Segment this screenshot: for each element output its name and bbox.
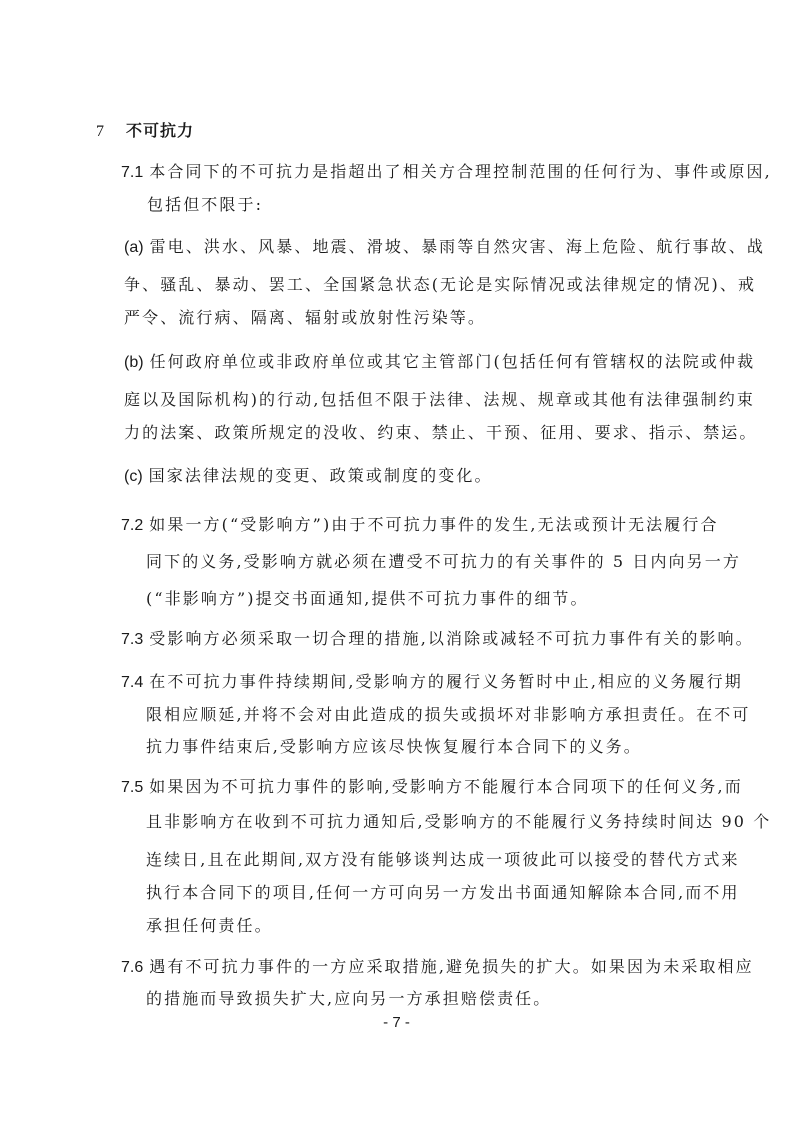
clause-text-line: (“非影响方”)提交书面通知,提供不可抗力事件的细节。: [146, 589, 589, 608]
clause-number: 7.3: [121, 631, 144, 648]
clause-text-line: 如果一方(“受影响方”)由于不可抗力事件的发生,无法或预计无法履行合: [149, 515, 719, 534]
clause-text-line: 本合同下的不可抗力是指超出了相关方合理控制范围的任何行为、事件或原因,: [149, 162, 772, 181]
section-number: 7: [96, 123, 104, 140]
clause-number: 7.6: [121, 959, 144, 976]
page-number: - 7 -: [383, 1014, 410, 1031]
section-title: 不可抗力: [126, 121, 195, 140]
clause-text-line: 承担任何责任。: [146, 916, 273, 935]
clause-text-line: 遇有不可抗力事件的一方应采取措施,避免损失的扩大。如果因为未采取相应: [149, 957, 754, 976]
clause-text-line: 限相应顺延,并将不会对由此造成的损失或损坏对非影响方承担责任。在不可: [146, 705, 751, 724]
list-item-text-line: 力的法案、政策所规定的没收、约束、禁止、干预、征用、要求、指示、禁运。: [124, 423, 758, 442]
clause-text-line: 同下的义务,受影响方就必须在遭受不可抗力的有关事件的 5 日内向另一方: [146, 552, 741, 571]
clause-text-line: 的措施而导致损失扩大,应向另一方承担赔偿责任。: [146, 989, 552, 1008]
list-item-text-line: 庭以及国际机构)的行动,包括但不限于法律、法规、规章或其他有法律强制约束: [124, 390, 755, 409]
list-item-text-line: 国家法律法规的变更、政策或制度的变化。: [148, 466, 493, 485]
clause-text-line: 且非影响方在收到不可抗力通知后,受影响方的不能履行义务持续时间达 90 个: [146, 812, 772, 831]
list-item-label: (b): [124, 354, 144, 371]
clause-text-line: 执行本合同下的项目,任何一方可向另一方发出书面通知解除本合同,而不用: [146, 883, 740, 902]
clause-text-line: 如果因为不可抗力事件的影响,受影响方不能履行本合同项下的任何义务,而: [149, 777, 743, 796]
clause-text-line: 包括但不限于:: [147, 195, 264, 214]
list-item-label: (a): [124, 239, 144, 256]
clause-number: 7.2: [121, 517, 144, 534]
section-heading: [96, 121, 194, 142]
list-item-text-line: 争、骚乱、暴动、罢工、全国紧急状态(无论是实际情况或法律规定的情况)、戒: [124, 275, 757, 294]
list-item-label: (c): [124, 468, 143, 485]
list-item-text-line: 雷电、洪水、风暴、地震、滑坡、暴雨等自然灾害、海上危险、航行事故、战: [149, 237, 765, 256]
clause-text-line: 连续日,且在此期间,双方没有能够谈判达成一项彼此可以接受的替代方式来: [146, 850, 740, 869]
clause-text-line: 抗力事件结束后,受影响方应该尽快恢复履行本合同下的义务。: [146, 737, 642, 756]
clause-number: 7.1: [121, 164, 144, 181]
clause-text-line: 受影响方必须采取一切合理的措施,以消除或减轻不可抗力事件有关的影响。: [149, 629, 754, 648]
list-item-text-line: 严令、流行病、隔离、辐射或放射性污染等。: [124, 308, 487, 327]
clause-number: 7.5: [121, 779, 144, 796]
clause-text-line: 在不可抗力事件持续期间,受影响方的履行义务暂时中止,相应的义务履行期: [149, 672, 743, 691]
clause-number: 7.4: [121, 674, 144, 691]
list-item-text-line: 任何政府单位或非政府单位或其它主管部门(包括任何有管辖权的法院或仲裁: [149, 352, 756, 371]
